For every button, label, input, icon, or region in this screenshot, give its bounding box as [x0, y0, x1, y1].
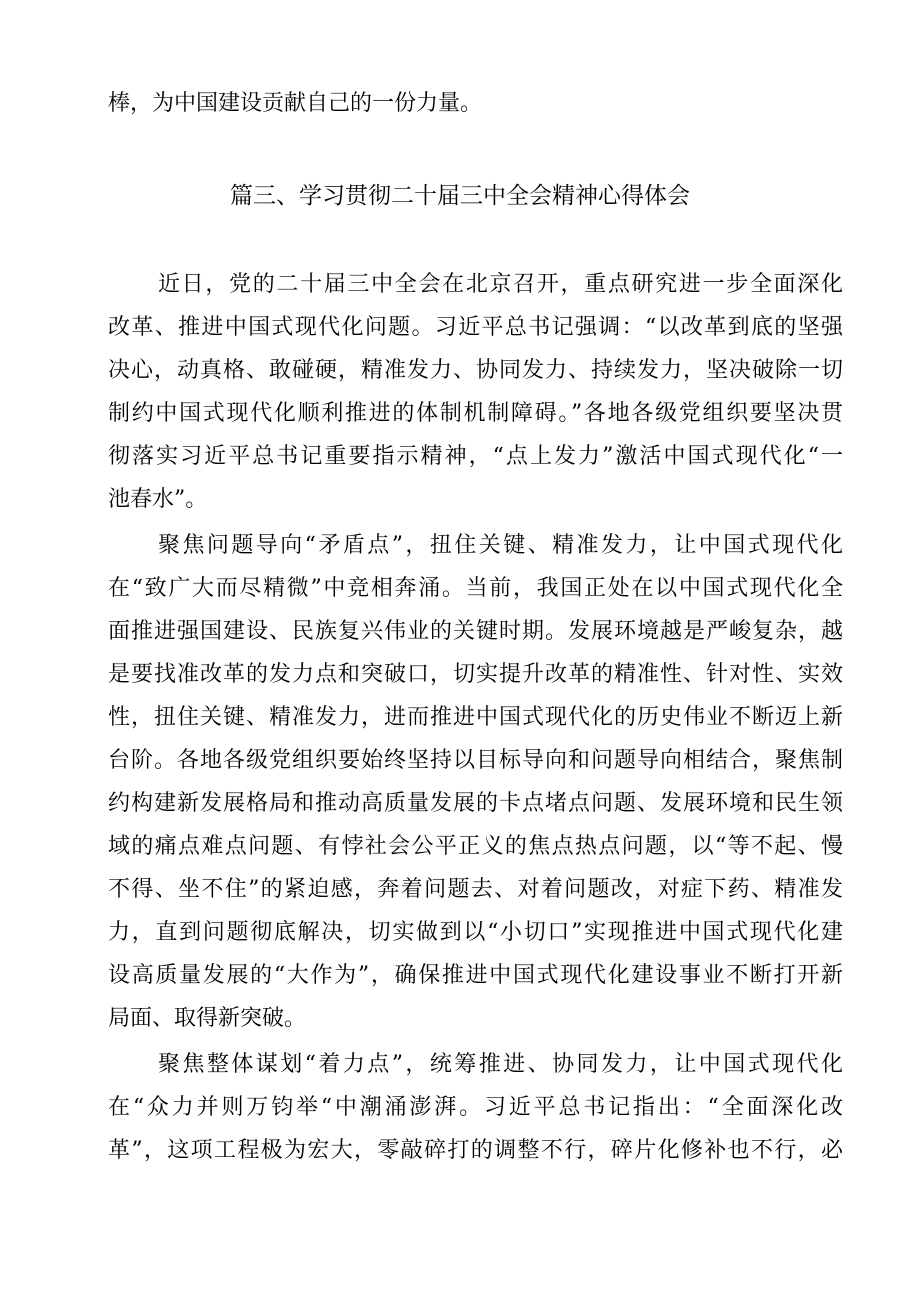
paragraph-3-line-3: 革”，这项工程极为宏大，零敲碎打的调整不行，碎片化修补也不行，必: [108, 1138, 843, 1163]
paragraph-1-line-2: 改革、推进中国式现代化问题。习近平总书记强调：“以改革到底的坚强: [108, 315, 843, 340]
paragraph-3-line-1: 聚焦整体谋划“着力点”，统筹推进、协同发力，让中国式现代化: [158, 1052, 843, 1077]
paragraph-2-line-5: 性，扭住关键、精准发力，进而推进中国式现代化的历史伟业不断迈上新: [108, 705, 843, 730]
paragraph-1-line-3: 决心，动真格、敢碰硬，精准发力、协同发力、持续发力，坚决破除一切: [108, 358, 843, 383]
paragraph-3-line-2: 在“众力并则万钧举“中潮涌澎湃。习近平总书记指出：“全面深化改: [108, 1095, 843, 1120]
paragraph-1-line-5: 彻落实习近平总书记重要指示精神，“点上发力”激活中国式现代化“一: [108, 444, 843, 469]
paragraph-2-line-11: 设高质量发展的“大作为”，确保推进中国式现代化建设事业不断打开新: [108, 963, 843, 988]
paragraph-2-line-4: 是要找准改革的发力点和突破口，切实提升改革的精准性、针对性、实效: [108, 662, 843, 687]
paragraph-2-line-8: 域的痛点难点问题、有悖社会公平正义的焦点热点问题，以“等不起、慢: [108, 834, 843, 859]
section-title: 篇三、学习贯彻二十届三中全会精神心得体会: [230, 183, 690, 209]
paragraph-2-line-10: 力，直到问题彻底解决，切实做到以“小切口”实现推进中国式现代化建: [108, 920, 843, 945]
paragraph-2-line-9: 不得、坐不住”的紧迫感，奔着问题去、对着问题改，对症下药、精准发: [108, 877, 843, 902]
paragraph-1-line-4: 制约中国式现代化顺利推进的体制机制障碍。”各地各级党组织要坚决贯: [108, 401, 843, 426]
paragraph-2-line-1: 聚焦问题导向“矛盾点”，扭住关键、精准发力，让中国式现代化: [158, 533, 843, 558]
paragraph-2-line-6: 台阶。各地各级党组织要始终坚持以目标导向和问题导向相结合，聚焦制: [108, 748, 843, 773]
paragraph-2-line-7: 约构建新发展格局和推动高质量发展的卡点堵点问题、发展环境和民生领: [108, 791, 843, 816]
paragraph-1-line-1: 近日，党的二十届三中全会在北京召开，重点研究进一步全面深化: [158, 272, 843, 297]
paragraph-2-line-3: 面推进强国建设、民族复兴伟业的关键时期。发展环境越是严峻复杂，越: [108, 619, 843, 644]
paragraph-1-line-6: 池春水”。: [108, 487, 208, 512]
paragraph-2-line-2: 在“致广大而尽精微”中竞相奔涌。当前，我国正处在以中国式现代化全: [108, 576, 843, 601]
paragraph-2-line-12: 局面、取得新突破。: [108, 1006, 307, 1031]
intro-line: 棒，为中国建设贡献自己的一份力量。: [108, 91, 483, 116]
